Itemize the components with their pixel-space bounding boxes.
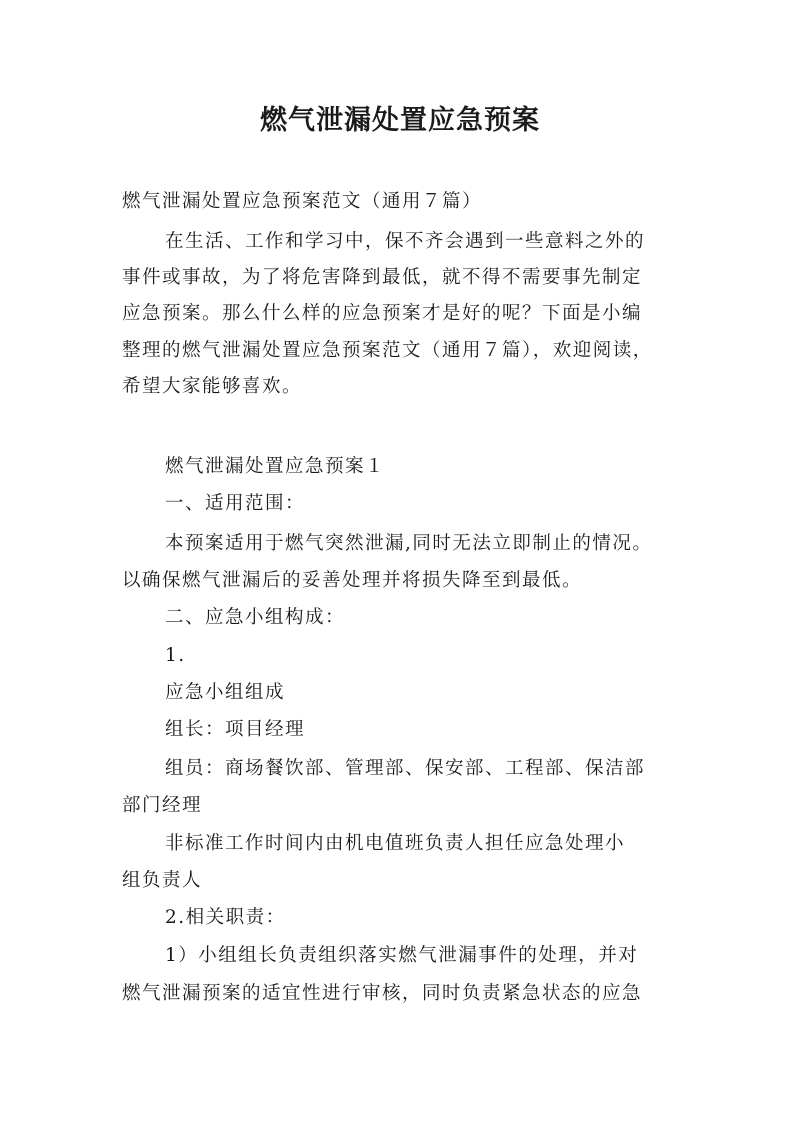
team-heading: 二、应急小组构成： [165,607,346,628]
offhours-line: 组负责人 [122,870,203,891]
duty-line: 燃气泄漏预案的适宜性进行审核，同时负责紧急状态的应急 [122,983,643,1004]
duty-line: 1）小组组长负责组织落实燃气泄漏事件的处理，并对 [165,945,639,966]
section-title: 燃气泄漏处置应急预案１ [165,456,386,477]
team-composition: 应急小组组成 [165,682,286,703]
scope-heading: 一、适用范围： [165,493,306,514]
duties-heading: 2.相关职责： [165,907,286,928]
intro-line: 整理的燃气泄漏处置应急预案范文（通用７篇），欢迎阅读， [122,340,653,361]
document-title: 燃气泄漏处置应急预案 [260,105,540,136]
document-subtitle: 燃气泄漏处置应急预案范文（通用７篇） [122,191,483,212]
team-leader: 组长：项目经理 [165,719,306,740]
offhours-line: 非标准工作时间内由机电值班负责人担任应急处理小 [165,833,626,854]
scope-line: 以确保燃气泄漏后的妥善处理并将损失降至到最低。 [122,570,583,591]
team-members-line: 组员：商场餐饮部、管理部、保安部、工程部、保洁部 [165,758,646,779]
intro-line: 事件或事故，为了将危害降到最低，就不得不需要事先制定 [122,267,643,288]
intro-line: 应急预案。那么什么样的应急预案才是好的呢？下面是小编 [122,303,643,324]
scope-line: 本预案适用于燃气突然泄漏,同时无法立即制止的情况。 [165,533,653,554]
item-number: 1. [165,645,186,666]
intro-line: 在生活、工作和学习中，保不齐会遇到一些意料之外的 [165,231,646,252]
intro-line: 希望大家能够喜欢。 [122,376,303,397]
team-members-line: 部门经理 [122,795,203,816]
